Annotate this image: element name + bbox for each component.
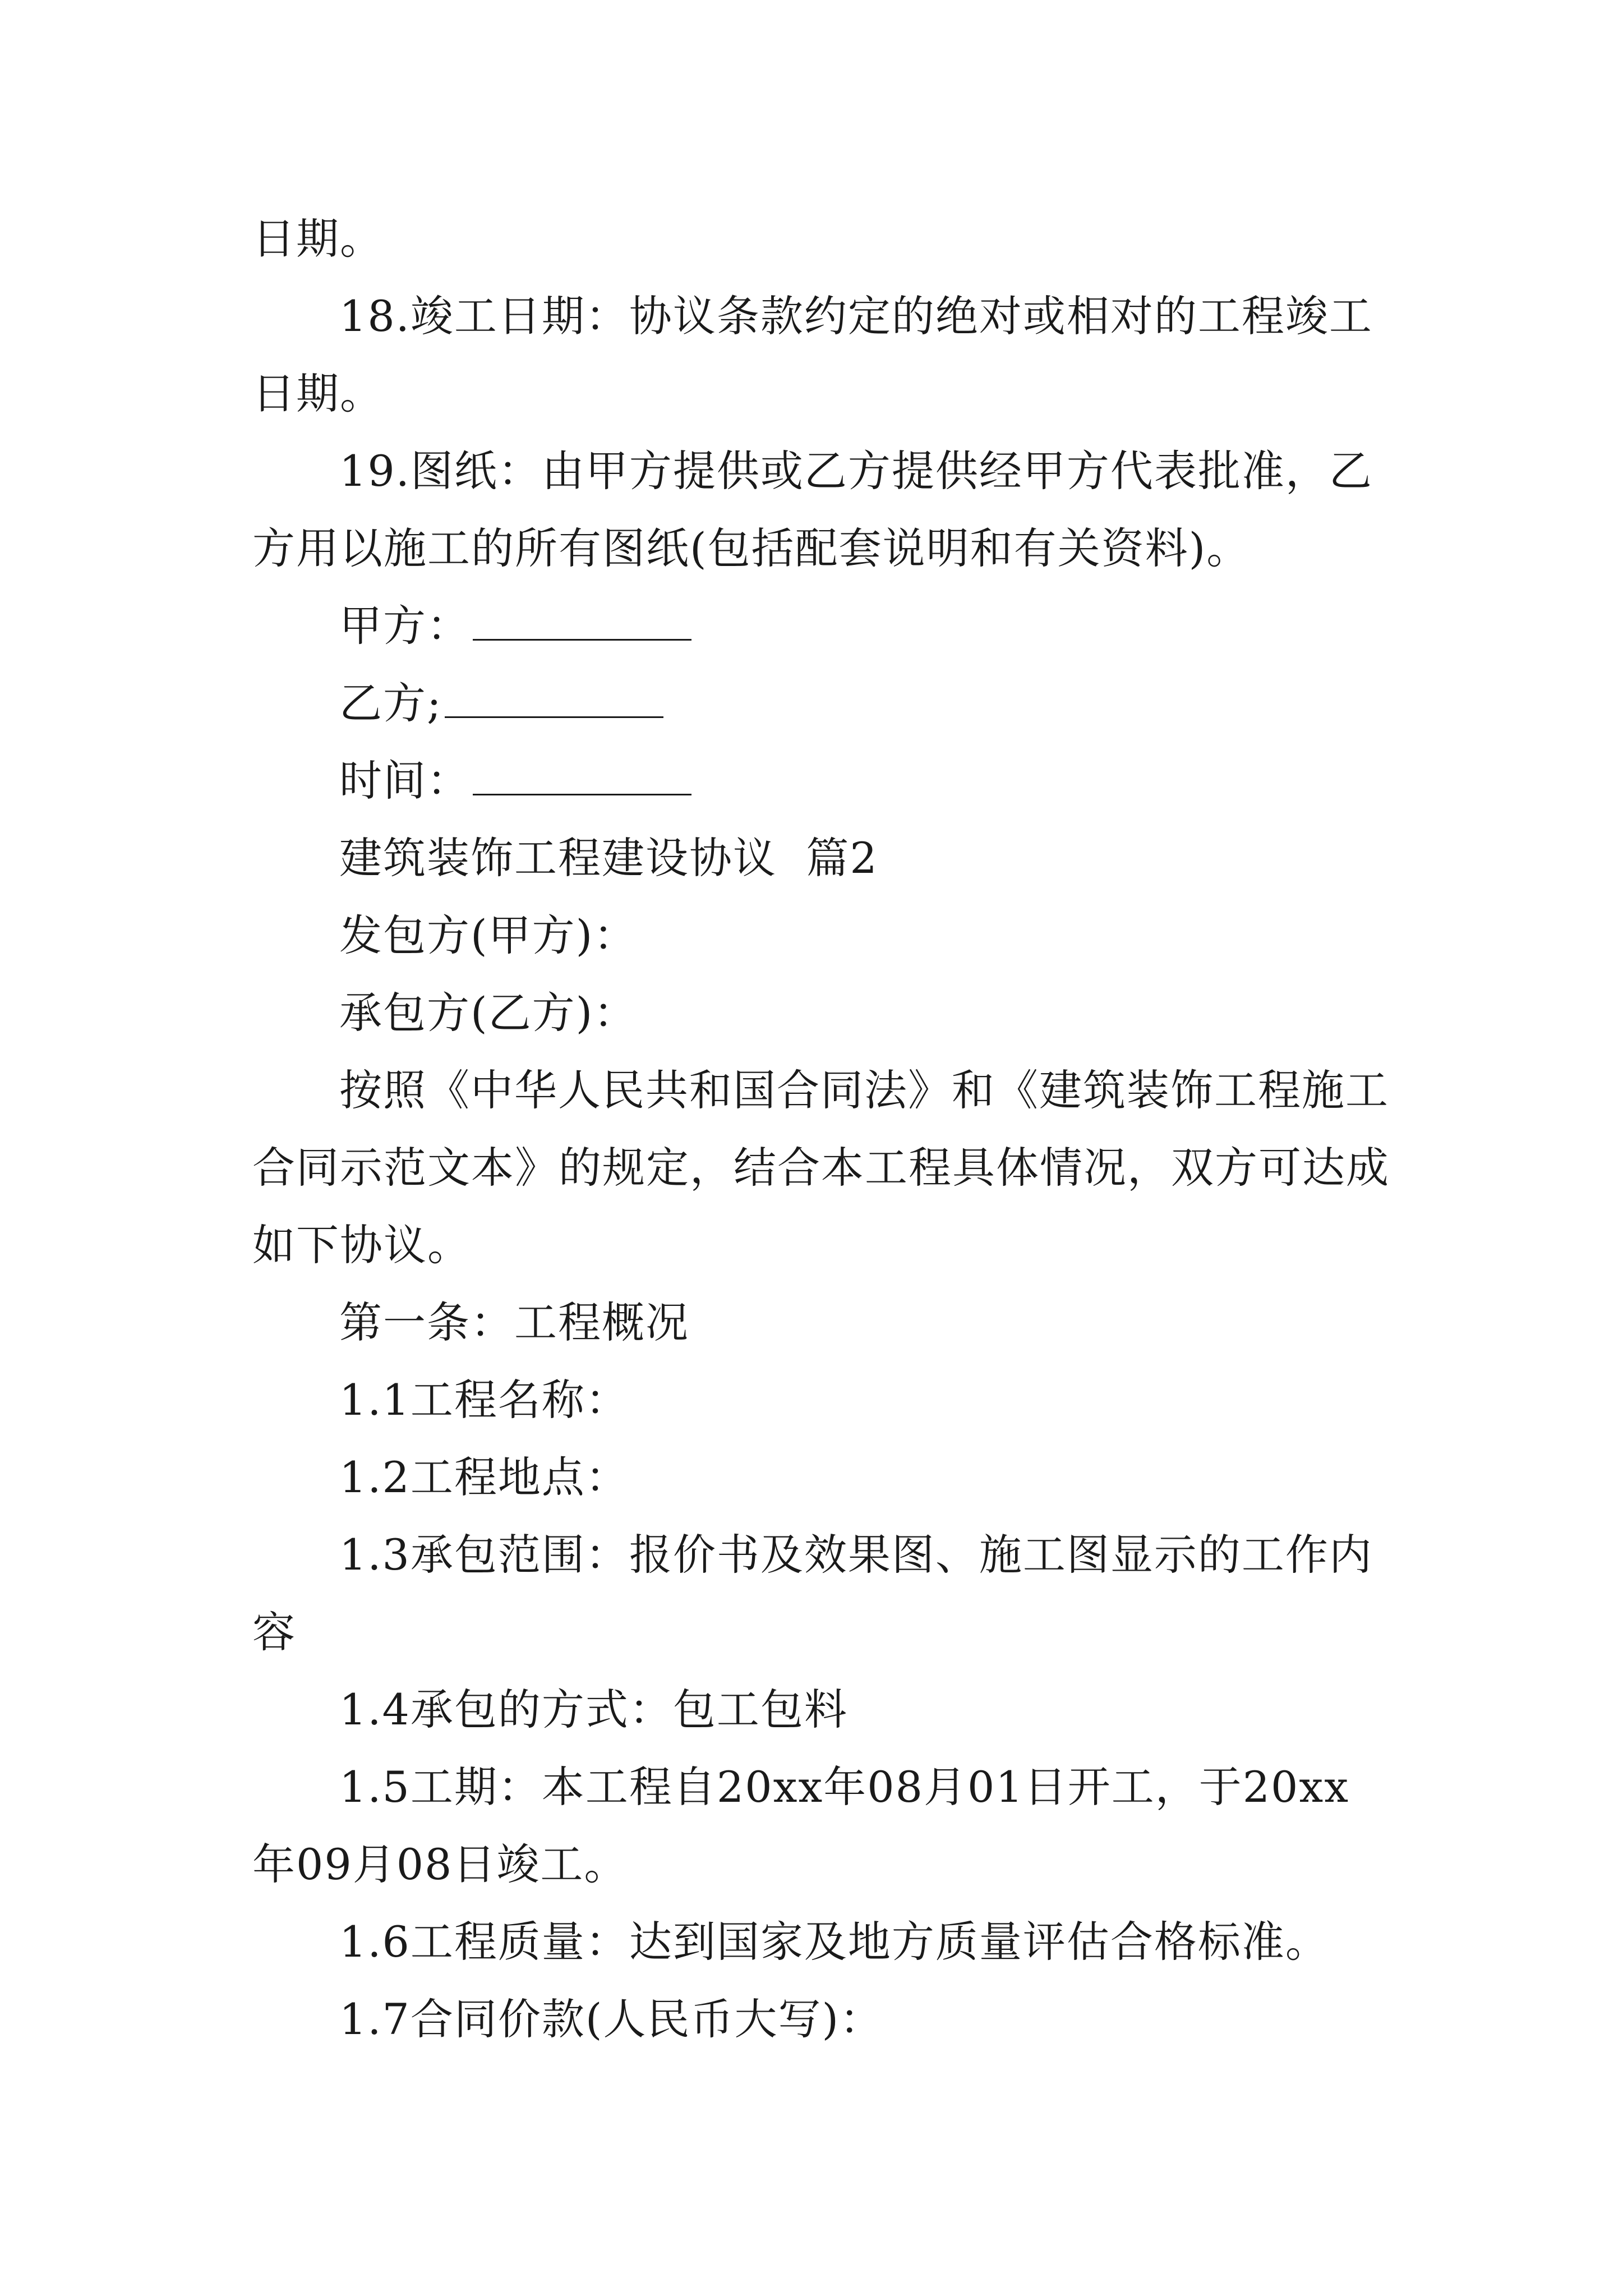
clause-line: 1.1工程名称： [339, 1375, 629, 1425]
text-line: 日期。 [252, 369, 384, 418]
party-a-blank [473, 637, 691, 641]
intro-line: 按照《中华人民共和国合同法》和《建筑装饰工程施工 [339, 1065, 1389, 1115]
intro-line: 如下协议。 [252, 1220, 471, 1270]
contractor-line: 承包方(乙方)： [339, 988, 638, 1038]
text-line: 19.图纸：由甲方提供或乙方提供经甲方代表批准，乙 [339, 446, 1373, 496]
clause-line: 1.6工程质量：达到国家及地方质量评估合格标准。 [339, 1917, 1329, 1967]
party-b-label: 乙方; [339, 678, 442, 728]
clause-line: 年09月08日竣工。 [252, 1839, 628, 1889]
clause-line: 1.7合同价款(人民币大写)： [339, 1994, 884, 2044]
text-line: 日期。 [252, 214, 384, 264]
party-b-blank [445, 714, 663, 718]
time-signature [339, 753, 691, 809]
text-line: 18.竣工日期：协议条款约定的绝对或相对的工程竣工 [339, 291, 1373, 341]
time-blank [473, 792, 691, 795]
article-title: 第一条：工程概况 [339, 1297, 689, 1347]
clause-line: 1.2工程地点： [339, 1452, 629, 1502]
intro-line: 合同示范文本》的规定，结合本工程具体情况，双方可达成 [252, 1143, 1390, 1193]
clause-line: 1.3承包范围：报价书及效果图、施工图显示的工作内 [339, 1530, 1373, 1580]
section-title: 建筑装饰工程建设协议 篇2 [339, 833, 878, 883]
clause-line: 1.5工期：本工程自20xx年08月01日开工，于20xx [339, 1762, 1350, 1812]
employer-line: 发包方(甲方)： [339, 910, 638, 960]
time-label: 时间： [339, 756, 471, 806]
party-a-label: 甲方： [339, 601, 471, 651]
clause-line: 1.4承包的方式：包工包料 [339, 1685, 848, 1734]
party-a-signature [339, 598, 691, 654]
party-b-signature [339, 675, 663, 731]
text-line: 方用以施工的所有图纸(包括配套说明和有关资料)。 [252, 523, 1251, 573]
clause-line: 容 [252, 1607, 296, 1657]
